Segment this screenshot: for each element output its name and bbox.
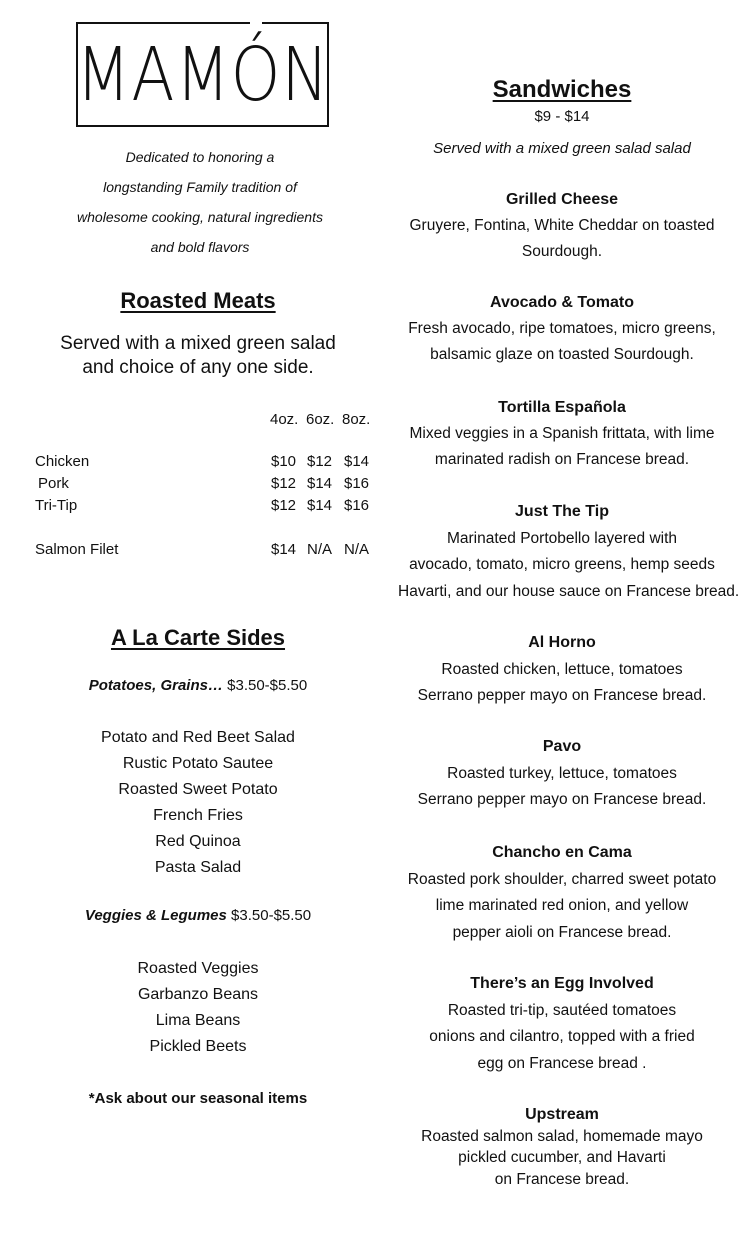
- meat-name: Tri-Tip: [35, 497, 78, 514]
- seasonal-note: *Ask about our seasonal items: [88, 1090, 308, 1107]
- tagline-line: and bold flavors: [150, 239, 250, 255]
- price-4oz: $10: [271, 453, 297, 470]
- logo: MAMÓN: [76, 31, 330, 118]
- sandwich-desc-line: on Francese bread.: [494, 1170, 630, 1188]
- sides-list-potatoes: [20, 725, 376, 881]
- meat-row-chicken: [35, 451, 380, 473]
- tagline: [40, 142, 360, 262]
- sandwich-desc-line: Gruyere, Fontina, White Cheddar on toasted: [409, 217, 715, 234]
- size-header-6oz: 6oz.: [306, 411, 335, 428]
- list-item: Rustic Potato Sautee: [122, 755, 274, 772]
- sides-heading: A La Carte Sides: [110, 625, 286, 650]
- price-8oz: N/A: [344, 541, 370, 558]
- sandwich-name: Tortilla Española: [498, 399, 626, 416]
- tagline-line: wholesome cooking, natural ingredients: [77, 209, 323, 225]
- sandwich-name: Upstream: [525, 1106, 599, 1123]
- sandwich-pavo: [398, 734, 726, 814]
- sandwich-name: Pavo: [542, 738, 582, 755]
- price-4oz: $12: [271, 475, 297, 492]
- sandwich-desc-line: pepper aioli on Francese bread.: [452, 923, 672, 941]
- sandwich-upstream: [398, 1104, 726, 1190]
- meat-name: Chicken: [35, 453, 90, 470]
- sandwich-desc-line: Havarti, and our house sauce on Francese bread.: [398, 582, 740, 600]
- list-item: Pasta Salad: [154, 859, 242, 876]
- meat-name: Pork: [38, 475, 69, 492]
- price-4oz: $12: [271, 497, 297, 514]
- sandwich-name: Al Horno: [528, 634, 596, 651]
- sandwich-desc-line: Serrano pepper mayo on Francese bread.: [417, 791, 707, 808]
- sandwich-name: Chancho en Cama: [492, 844, 632, 861]
- meat-name: Salmon Filet: [35, 541, 119, 558]
- sandwich-avocado-tomato: [398, 290, 726, 368]
- sandwich-desc-line: lime marinated red onion, and yellow: [435, 897, 689, 914]
- list-item: Garbanzo Beans: [137, 986, 259, 1003]
- sides-list-veggies: [20, 956, 376, 1060]
- price-8oz: $14: [344, 453, 370, 470]
- sandwich-just-the-tip: [398, 499, 740, 605]
- sandwich-al-horno: [398, 630, 726, 710]
- list-item: Roasted Veggies: [137, 960, 259, 977]
- price-8oz: $16: [344, 497, 370, 514]
- sandwiches-served: Served with a mixed green salad salad: [433, 140, 691, 157]
- tagline-line: Dedicated to honoring a: [125, 149, 275, 165]
- sandwiches-price: $9 - $14: [534, 108, 590, 125]
- sandwich-desc-line: Roasted chicken, lettuce, tomatoes: [441, 660, 683, 678]
- price-8oz: $16: [344, 475, 370, 492]
- sandwich-desc-line: Marinated Portobello layered with: [446, 529, 678, 547]
- category-price: $3.50-$5.50: [231, 907, 312, 924]
- sandwich-desc-line: Sourdough.: [521, 243, 603, 260]
- sandwich-desc-line: onions and cilantro, topped with a fried: [429, 1028, 695, 1045]
- sandwich-desc-line: Roasted turkey, lettuce, tomatoes: [447, 764, 677, 782]
- list-item: Potato and Red Beet Salad: [101, 729, 295, 746]
- served-line: and choice of any one side.: [82, 357, 314, 378]
- sandwich-name: There’s an Egg Involved: [470, 975, 654, 992]
- sandwich-desc-line: egg on Francese bread .: [477, 1054, 647, 1072]
- sandwich-desc-line: Roasted tri-tip, sautéed tomatoes: [447, 1001, 677, 1019]
- served-line: Served with a mixed green salad: [60, 333, 336, 354]
- roasted-meats-heading: Roasted Meats: [120, 288, 276, 313]
- category-price: $3.50-$5.50: [227, 677, 308, 694]
- price-4oz: $14: [271, 541, 297, 558]
- list-item: Lima Beans: [155, 1012, 241, 1029]
- sandwich-desc-line: Mixed veggies in a Spanish frittata, with lime: [409, 425, 715, 442]
- price-6oz: $14: [307, 475, 333, 492]
- sandwich-tortilla-espanola: [398, 395, 726, 473]
- sandwich-name: Avocado & Tomato: [489, 294, 634, 311]
- sandwich-egg-involved: [398, 971, 726, 1077]
- tagline-line: longstanding Family tradition of: [103, 179, 297, 195]
- category-label: Potatoes, Grains…: [88, 677, 223, 694]
- sandwich-grilled-cheese: [398, 187, 726, 265]
- price-6oz: N/A: [307, 541, 333, 558]
- meat-row-salmon-filet: [35, 539, 380, 561]
- sandwich-name: Grilled Cheese: [505, 191, 619, 208]
- meat-row-tri-tip: [35, 495, 380, 517]
- category-label: Veggies & Legumes: [84, 907, 227, 924]
- sides-category-veggies: [20, 907, 376, 924]
- list-item: Pickled Beets: [149, 1038, 247, 1055]
- sides-category-potatoes: [20, 677, 376, 694]
- sandwich-desc-line: pickled cucumber, and Havarti: [458, 1149, 666, 1166]
- price-6oz: $14: [307, 497, 333, 514]
- sandwich-desc-line: Fresh avocado, ripe tomatoes, micro greens,: [408, 320, 716, 337]
- sandwich-desc-line: marinated radish on Francese bread.: [434, 451, 690, 468]
- price-6oz: $12: [307, 453, 333, 470]
- list-item: Red Quinoa: [155, 833, 241, 850]
- meat-row-pork: [35, 473, 380, 495]
- sandwich-desc-line: Roasted pork shoulder, charred sweet potato: [407, 870, 717, 888]
- sandwich-desc-line: balsamic glaze on toasted Sourdough.: [430, 346, 694, 363]
- sandwich-desc-line: Roasted salmon salad, homemade mayo: [421, 1127, 703, 1145]
- sandwich-chancho-en-cama: [398, 840, 726, 946]
- size-header-8oz: 8oz.: [342, 411, 371, 428]
- list-item: French Fries: [153, 807, 243, 824]
- roasted-meats-served: [20, 332, 376, 380]
- size-header-4oz: 4oz.: [270, 411, 299, 428]
- list-item: Roasted Sweet Potato: [118, 781, 278, 798]
- sandwich-desc-line: Serrano pepper mayo on Francese bread.: [417, 687, 707, 704]
- sandwiches-heading: Sandwiches: [492, 76, 632, 103]
- sandwich-desc-line: avocado, tomato, micro greens, hemp seeds: [409, 556, 715, 573]
- sandwich-name: Just The Tip: [515, 503, 609, 520]
